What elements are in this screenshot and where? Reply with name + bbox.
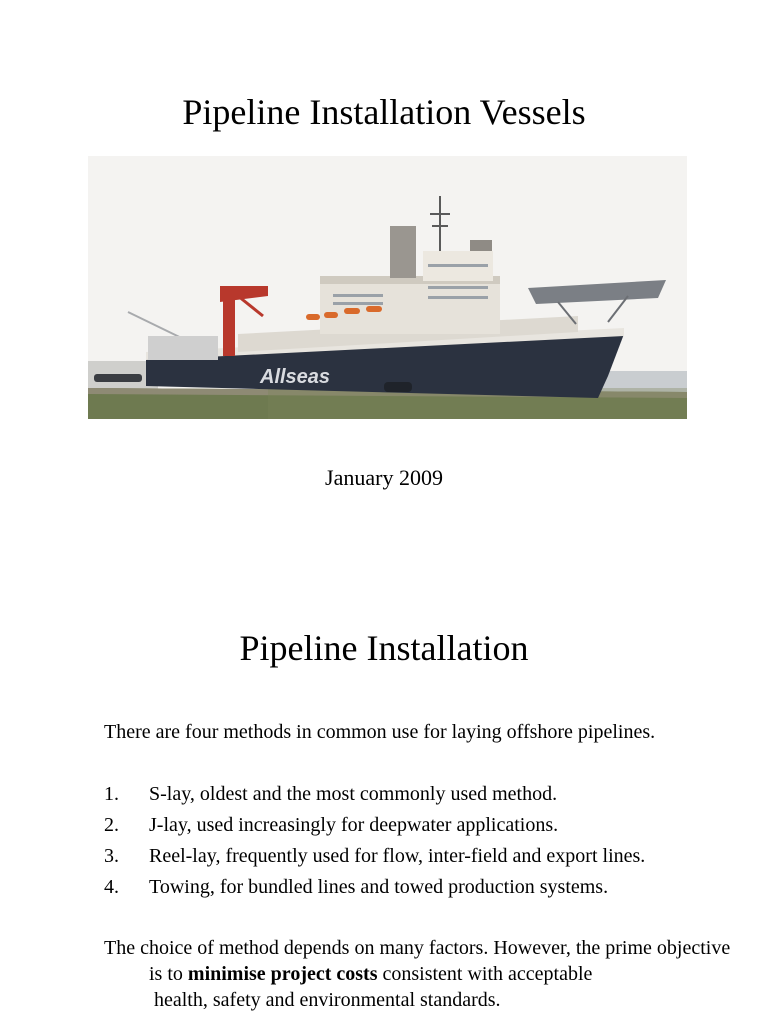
closing-text-final: health, safety and environmental standards. [154,989,501,1011]
list-item [104,812,744,843]
list-item-number: 1. [104,783,119,805]
list-item-text: Reel-lay, frequently used for flow, inter-field and export lines. [149,845,646,867]
list-item [104,843,744,874]
list-item-text: S-lay, oldest and the most commonly used method. [149,783,558,805]
funnel [390,226,416,278]
list-item [104,781,744,812]
list-item-number: 2. [104,814,119,836]
list-item-text: Towing, for bundled lines and towed production systems. [149,876,609,898]
page-title: Pipeline Installation Vessels [182,92,586,132]
methods-list [104,781,744,905]
closing-paragraph [104,935,744,1013]
intro-paragraph: There are four methods in common use for laying offshore pipelines. [104,721,656,743]
emphasis-text: minimise project costs [187,963,378,985]
list-item-number: 4. [104,876,119,898]
hull-lettering: Allseas [260,366,331,388]
list-item [104,874,744,905]
closing-text: The choice of method depends on many factors. However, the prime objective is to [104,937,731,985]
closing-text-continued: consistent with acceptable [377,963,593,985]
list-item-number: 3. [104,845,119,867]
document-date: January 2009 [325,465,443,490]
list-item-text: J-lay, used increasingly for deepwater applications. [149,814,559,836]
car [384,382,412,392]
crane [223,296,235,356]
section-title: Pipeline Installation [239,628,529,668]
vessel-photo [88,156,687,419]
